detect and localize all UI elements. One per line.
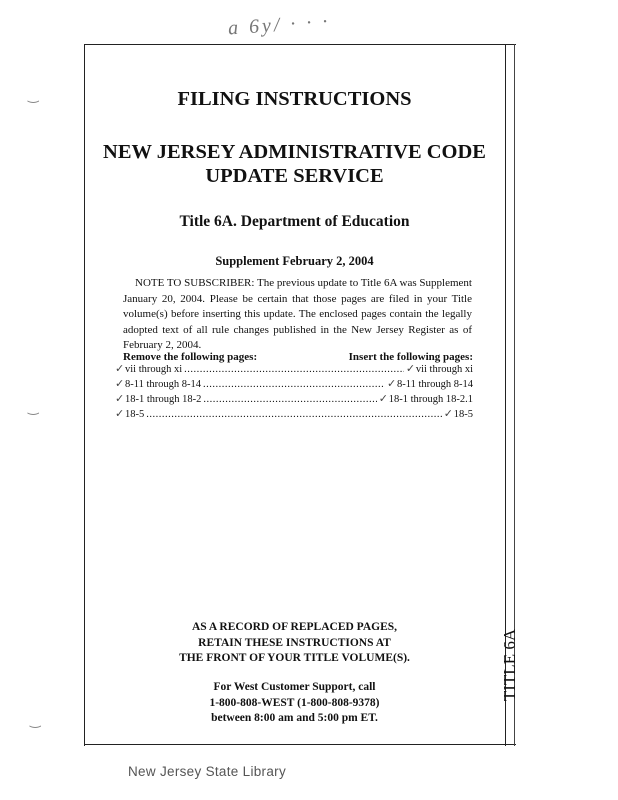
code-title-line-1: NEW JERSEY ADMINISTRATIVE CODE <box>103 141 486 163</box>
hole-punch-mark: ‿ <box>28 88 39 103</box>
check-mark-icon: ✓ <box>115 363 125 375</box>
list-item <box>115 362 473 377</box>
remove-pages: 18-5 <box>125 409 145 420</box>
handwritten-note: a 6y/ · · · <box>227 10 332 40</box>
support-phone: 1-800-808-WEST (1-800-808-9378) <box>209 696 380 709</box>
dot-leader <box>184 364 404 375</box>
check-mark-icon: ✓ <box>115 378 125 390</box>
dot-leader <box>203 379 385 390</box>
insert-pages-heading: Insert the following pages: <box>348 351 473 363</box>
remove-pages: 8-11 through 8-14 <box>125 379 202 390</box>
customer-support <box>84 680 505 727</box>
remove-pages: vii through xi <box>125 364 183 375</box>
dot-leader <box>146 409 442 420</box>
code-title-line-2: UPDATE SERVICE <box>205 165 384 187</box>
hole-punch-mark: ‿ <box>30 713 41 728</box>
page-title: FILING INSTRUCTIONS <box>177 88 412 110</box>
record-notice-line-2: RETAIN THESE INSTRUCTIONS AT <box>198 636 391 649</box>
insert-pages: 8-11 through 8-14 <box>396 379 473 390</box>
support-line-1: For West Customer Support, call <box>213 681 376 693</box>
check-mark-icon: ✓ <box>405 363 416 375</box>
dot-leader <box>203 394 376 405</box>
subscriber-note: NOTE TO SUBSCRIBER: The previous update to Title 6A was Supplement January 20, 2004. Please be certain that those pages are filed in your Title volume(s) before inserting this update. The enclosed pages contain the legally adopted text of all rule changes published in the New Jersey Register as of February 2, 2004. <box>123 277 472 352</box>
list-item <box>115 392 473 407</box>
supplement-date: Supplement February 2, 2004 <box>215 254 374 268</box>
record-notice-line-1: AS A RECORD OF REPLACED PAGES, <box>191 621 398 633</box>
check-mark-icon: ✓ <box>386 378 397 390</box>
support-hours: between 8:00 am and 5:00 pm ET. <box>211 712 378 724</box>
check-mark-icon: ✓ <box>378 393 388 405</box>
list-item <box>115 377 473 392</box>
hole-punch-mark: ‿ <box>28 400 39 415</box>
list-item <box>115 407 473 422</box>
code-title <box>84 140 505 188</box>
insert-pages: vii through xi <box>415 364 473 375</box>
title-tab-label: TITLE 6A <box>500 628 519 702</box>
insert-pages: 18-5 <box>453 409 473 420</box>
page-border-bottom <box>84 744 516 745</box>
title-heading: Title 6A. Department of Education <box>179 213 410 230</box>
check-mark-icon: ✓ <box>443 408 453 420</box>
remove-pages: 18-1 through 18-2 <box>125 394 202 405</box>
insert-pages: 18-1 through 18-2.1 <box>388 394 473 405</box>
page-border-top <box>84 44 516 45</box>
check-mark-icon: ✓ <box>115 408 125 420</box>
library-stamp: New Jersey State Library <box>128 764 287 779</box>
record-notice-line-3: THE FRONT OF YOUR TITLE VOLUME(S). <box>179 652 410 664</box>
check-mark-icon: ✓ <box>115 393 125 405</box>
remove-pages-heading: Remove the following pages: <box>123 351 258 363</box>
record-notice <box>84 620 505 667</box>
